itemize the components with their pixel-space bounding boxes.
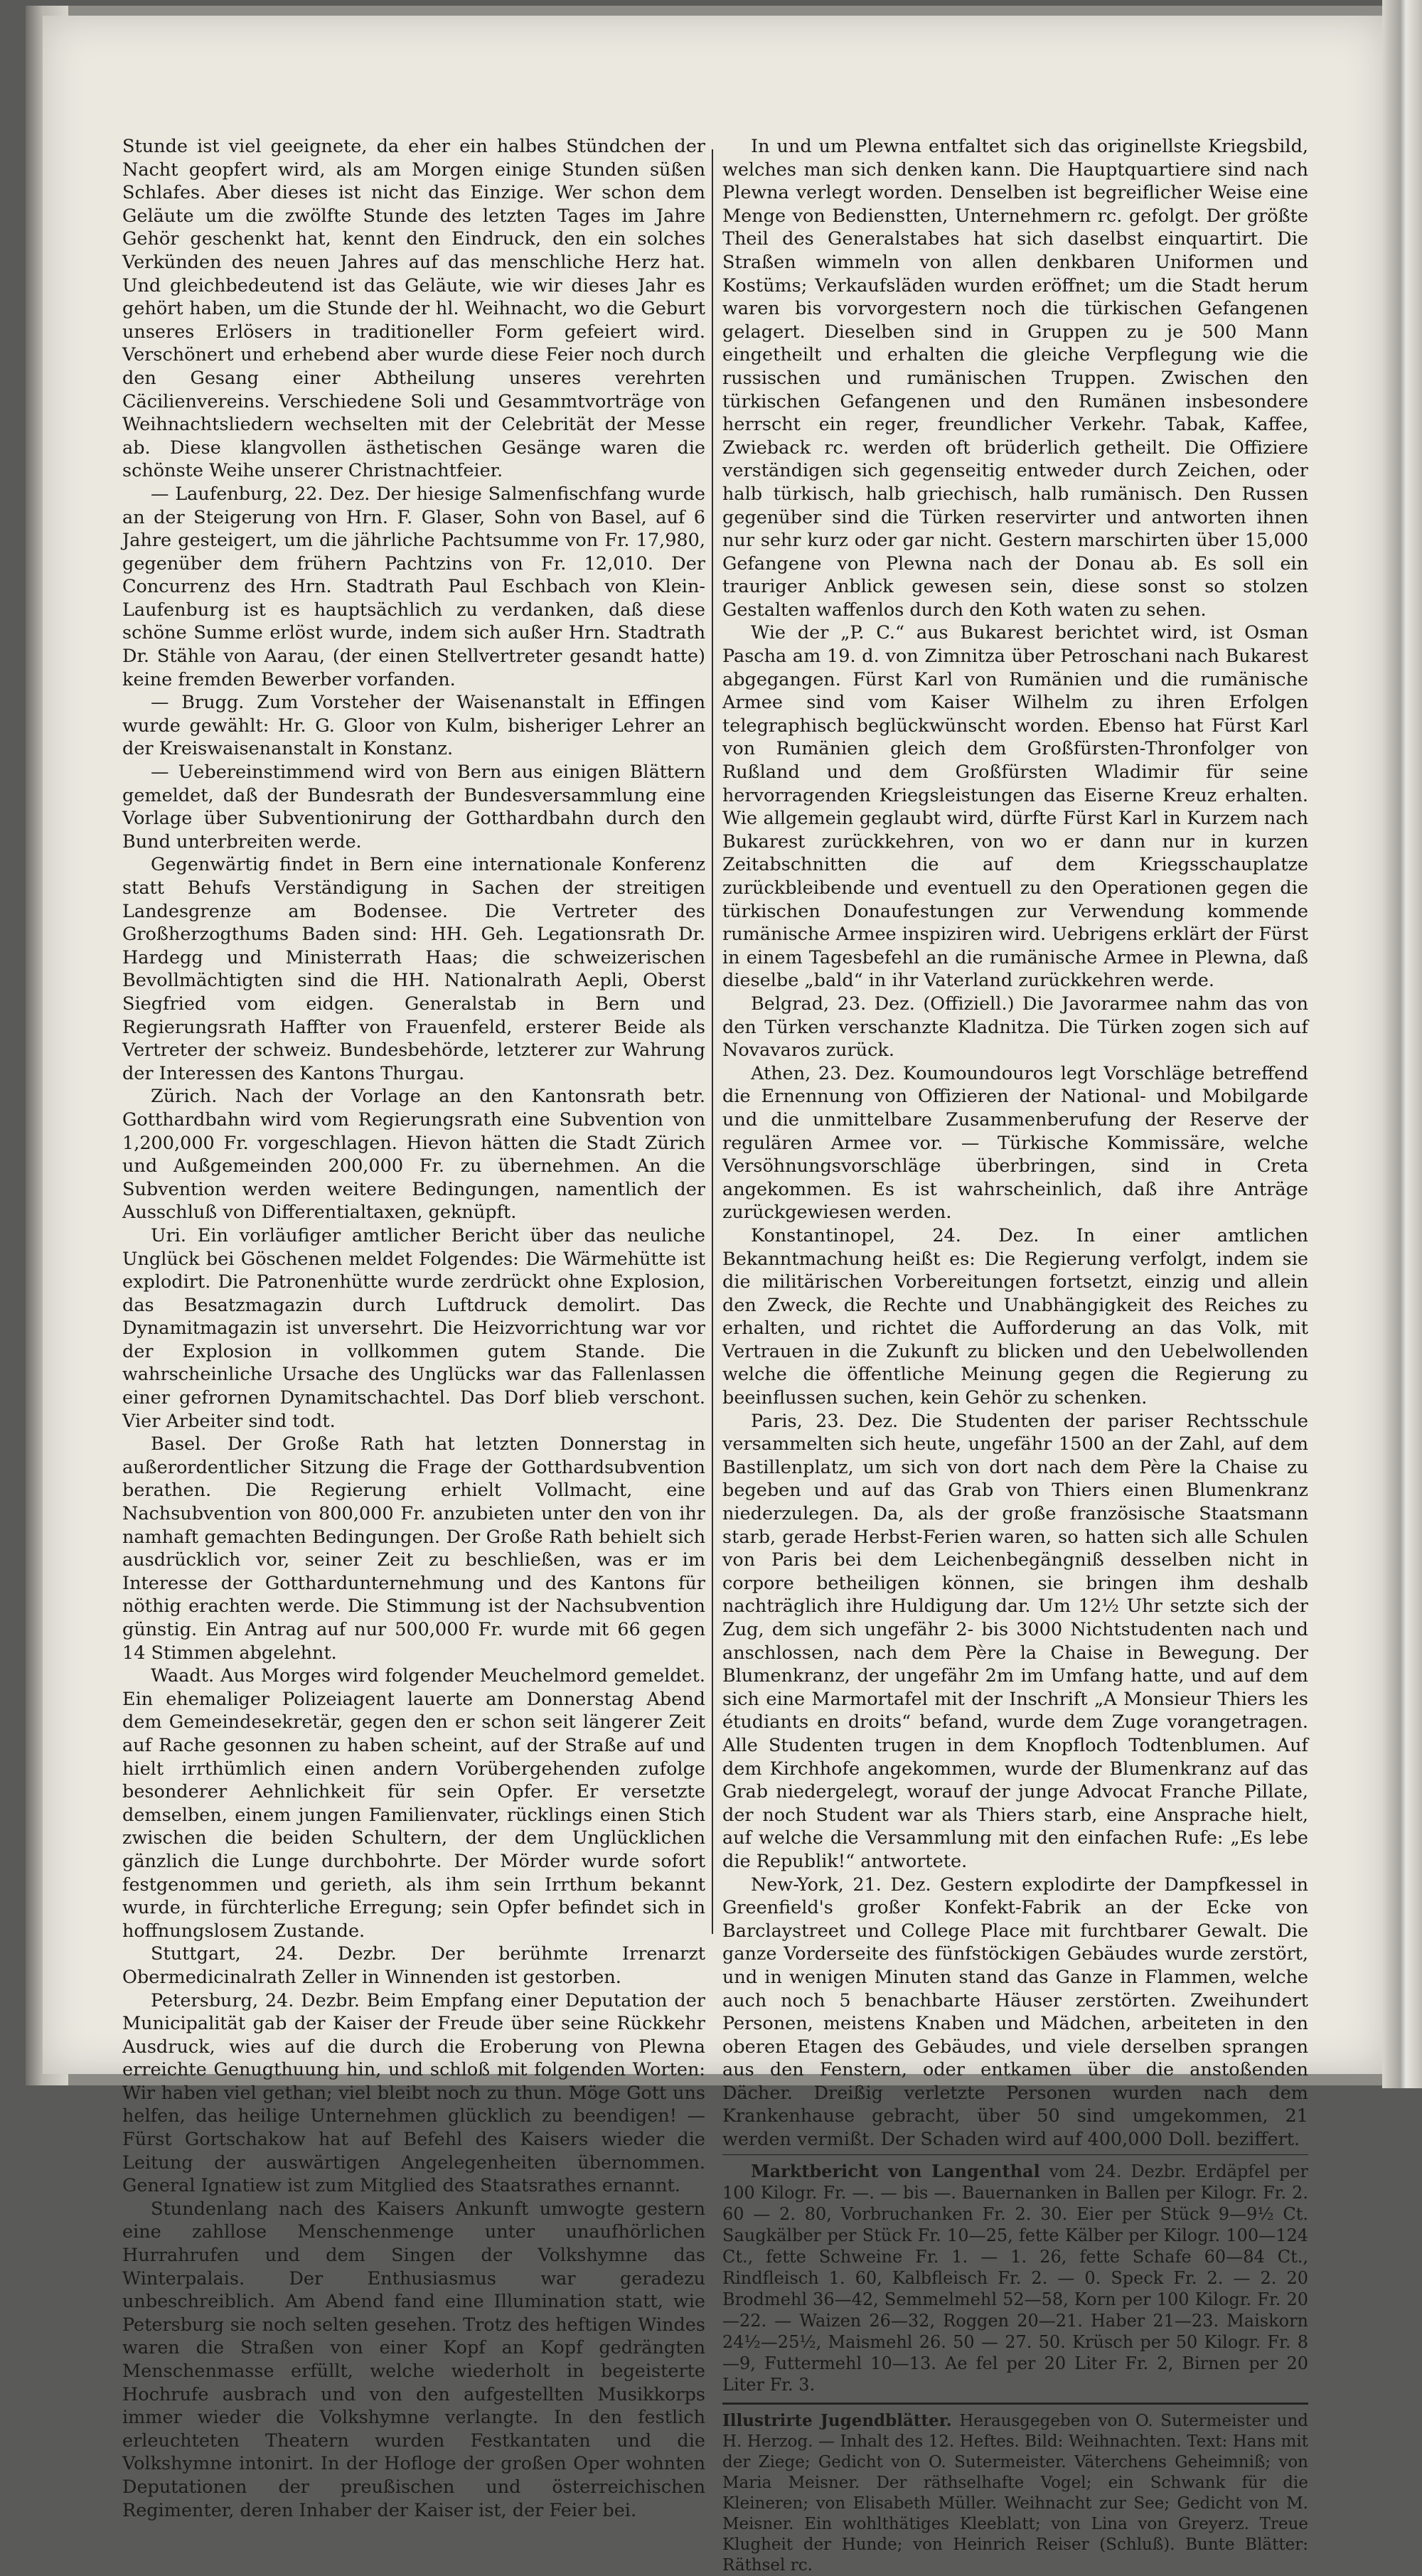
article-paragraph: Konstantinopel, 24. Dez. In einer amtlichen Bekanntmachung heißt es: Die Regierung verfolgt, indem sie die militärischen Vorbereitungen fortsetzt, einzig und allein den Zweck, die Rechte und Unabhängigkeit des Reiches zu erhalten, und richtet die Aufforderung an das Volk, mit Vertrauen in die Zukunft zu blicken und den Uebelwollenden welche die öffentliche Meinung gegen die Regierung zu beeinflussen suchen, kein Gehör zu schenken. bbox=[722, 1224, 1308, 1409]
advertisement-body: Herausgegeben von O. Sutermeister und H. Herzog. — Inhalt des 12. Heftes. Bild: Weihnachten. Text: Hans mit der Ziege; Gedicht von O. Sutermeister. Väterchens Geheimniß; von Maria Meisner. Der räthselhafte Vogel; ein Schwank für die Kleineren; von Elisabeth Müller. Weihnacht zur See; Gedicht von M. Meisner. Ein wohlthätiges Kleeblatt; von Lina von Greyerz. Treue Klugheit der Hunde; von Heinrich Reiser (Schluß). Bunte Blätter: Räthsel rc. bbox=[722, 2411, 1308, 2575]
section-rule bbox=[722, 2403, 1308, 2405]
left-column bbox=[122, 135, 705, 2521]
article-paragraph: Wie der „P. C.“ aus Bukarest berichtet wird, ist Osman Pascha am 19. d. von Zimnitza über Petroschani nach Bukarest abgegangen. Fürst Karl von Rumänien und die rumänische Armee sind vom Kaiser Wilhelm zu ihren Erfolgen telegraphisch beglückwünscht worden. Ebenso hat Fürst Karl von Rumänien gleich dem Großfürsten-Thronfolger von Rußland und dem Großfürsten Wladimir für seine hervorragenden Kriegsleistungen das Eiserne Kreuz erhalten. Wie allgemein geglaubt wird, dürfte Fürst Karl in Kurzem nach Bukarest zurückkehren, von wo er dann nur in kurzen Zeitabschnitten die auf dem Kriegsschauplatze zurückbleibende und eventuell zu den Operationen gegen die türkischen Donaufestungen zur Verwendung kommende rumänische Armee inspiziren wird. Uebrigens erklärt der Fürst in einem Tagesbefehl an die rumänische Armee in Plewna, daß dieselbe „bald“ in ihr Vaterland zurückkehren werde. bbox=[722, 622, 1308, 992]
article-paragraph: Uri. Ein vorläufiger amtlicher Bericht über das neuliche Unglück bei Göschenen meldet Folgendes: Die Wärmehütte ist explodirt. Die Patronenhütte wurde zerdrückt ohne Explosion, das Besatzmagazin durch Luftdruck demolirt. Das Dynamitmagazin ist unversehrt. Die Heizvorrichtung war vor der Explosion in vollkommen gutem Stande. Die wahrscheinliche Ursache des Unglücks war das Fallenlassen einer gefrornen Dynamitschachtel. Das Dorf blieb verschont. Vier Arbeiter sind todt. bbox=[122, 1224, 705, 1432]
right-column bbox=[722, 135, 1308, 2575]
article-paragraph: — Uebereinstimmend wird von Bern aus einigen Blättern gemeldet, daß der Bundesrath der Bundesversammlung eine Vorlage über Subventionirung der Gotthardbahn durch den Bund unterbreiten werde. bbox=[122, 761, 705, 853]
article-paragraph: Stundenlang nach des Kaisers Ankunft umwogte gestern eine zahllose Menschenmenge unter unaufhörlichen Hurrahrufen und dem Singen der Volkshymne das Winterpalais. Der Enthusiasmus war geradezu unbeschreiblich. Am Abend fand eine Illumination statt, wie Petersburg sie noch selten gesehen. Trotz des heftigen Windes waren die Straßen von einer Kopf an Kopf gedrängten Menschenmasse erfüllt, welche wiederholt in begeisterte Hochrufe ausbrach und von den aufgestellten Musikkorps immer wieder die Volkshymne verlangte. In den festlich erleuchteten Theatern wurden Festkantaten und die Volkshymne intonirt. In der Hofloge der großen Oper wohnten Deputationen der preußischen und österreichischen Regimenter, deren Inhaber der Kaiser ist, der Feier bei. bbox=[122, 2198, 705, 2521]
section-rule bbox=[722, 2154, 1308, 2155]
article-paragraph: — Laufenburg, 22. Dez. Der hiesige Salmenfischfang wurde an der Steigerung von Hrn. F. Glaser, Sohn von Basel, auf 6 Jahre gesteigert, um die jährliche Pachtsumme von Fr. 17,980, gegenüber dem frühern Pachtzins von Fr. 12,010. Der Concurrenz des Hrn. Stadtrath Paul Eschbach von Klein-Laufenburg ist es hauptsächlich zu verdanken, daß diese schöne Summe erlöst wurde, indem sich außer Hrn. Stadtrath Dr. Stähle von Aarau, (der einen Stellvertreter gesandt hatte) keine fremden Bewerber vorfanden. bbox=[122, 483, 705, 690]
article-paragraph: Paris, 23. Dez. Die Studenten der pariser Rechtsschule versammelten sich heute, ungefähr 1500 an der Zahl, auf dem Bastillenplatz, um sich von dort nach dem Père la Chaise zu begeben und auf das Grab von Thiers einen Blumenkranz niederzulegen. Da, als der große französische Staatsmann starb, gerade Herbst-Ferien waren, so hatten sich alle Schulen von Paris bei dem Leichenbegängniß desselben nicht in corpore betheiligen können, sie bringen ihm deshalb nachträglich ihre Huldigung dar. Um 12½ Uhr setzte sich der Zug, dem sich ungefähr 2- bis 3000 Nichtstudenten nach und anschlossen, nach dem Père la Chaise in Bewegung. Der Blumenkranz, der ungefähr 2m im Umfang hatte, und auf dem sich eine Marmortafel mit der Inschrift „A Monsieur Thiers les étudiants en droits“ befand, wurde dem Zuge vorangetragen. Alle Studenten trugen in dem Knopfloch Todtenblumen. Auf dem Kirchhofe angekommen, wurde der Blumenkranz auf das Grab niedergelegt, worauf der junge Advocat Franche Pillate, der noch Student war als Thiers starb, eine Ansprache hielt, auf welche die Versammlung mit den einfachen Rufe: „Es lebe die Republik!“ antwortete. bbox=[722, 1410, 1308, 1872]
page-edge bbox=[1382, 0, 1422, 2088]
market-report-title: Marktbericht von Langenthal bbox=[751, 2160, 1040, 2181]
advertisement-title: Illustrirte Jugendblätter. bbox=[722, 2410, 952, 2430]
article-paragraph: Gegenwärtig findet in Bern eine internationale Konferenz statt Behufs Verständigung in Sachen der streitigen Landesgrenze am Bodensee. Die Vertreter des Großherzogthums Baden sind: HH. Geh. Legationsrath Dr. Hardegg und Ministerrath Haas; die schweizerischen Bevollmächtigten sind die HH. Nationalrath Aepli, Oberst Siegfried vom eidgen. Generalstab in Bern und Regierungsrath Haffter von Frauenfeld, ersterer Beide als Vertreter der schweiz. Bundesbehörde, letzterer zur Wahrung der Interessen des Kantons Thurgau. bbox=[122, 854, 705, 1084]
article-paragraph: Basel. Der Große Rath hat letzten Donnerstag in außerordentlicher Sitzung die Frage der Gotthardsubvention berathen. Die Regierung erhielt Vollmacht, eine Nachsubvention von 800,000 Fr. anzubieten unter den von ihr namhaft gemachten Bedingungen. Der Große Rath behielt sich ausdrücklich vor, seiner Zeit zu beschließen, was er im Interesse der Gotthardunternehmung und des Kantons für nöthig erachten werde. Die Stimmung ist der Nachsubvention günstig. Ein Antrag auf nur 500,000 Fr. wurde mit 66 gegen 14 Stimmen abgelehnt. bbox=[122, 1433, 705, 1664]
advertisement bbox=[722, 2410, 1308, 2576]
article-paragraph: New-York, 21. Dez. Gestern explodirte der Dampfkessel in Greenfield's großer Konfekt-Fabrik an der Ecke von Barclaystreet und College Place mit furchtbarer Gewalt. Die ganze Vorderseite des fünfstöckigen Gebäudes wurde zerstört, und in wenigen Minuten stand das Ganze in Flammen, welche auch noch 5 benachbarte Häuser zerstörten. Zweihundert Personen, meistens Knaben und Mädchen, arbeiteten in den oberen Etagen des Gebäudes, und viele derselben sprangen aus den Fenstern, oder entkamen über die anstoßenden Dächer. Dreißig verletzte Personen wurden nach dem Krankenhause gebracht, über 50 sind umgekommen, 21 werden vermißt. Der Schaden wird auf 400,000 Doll. beziffert. bbox=[722, 1874, 1308, 2151]
article-paragraph: In und um Plewna entfaltet sich das originellste Kriegsbild, welches man sich denken kann. Die Hauptquartiere sind nach Plewna verlegt worden. Denselben ist begreiflicher Weise eine Menge von Bedienstten, Unternehmern rc. gefolgt. Der größte Theil des Generalstabes hat sich daselbst einquartirt. Die Straßen wimmeln von allen denkbaren Uniformen und Kostüms; Verkaufsläden wurden eröffnet; um die Stadt herum waren bis vorvorgestern noch die türkischen Gefangenen gelagert. Dieselben sind in Gruppen zu je 500 Mann eingetheilt und erhalten die gleiche Verpflegung wie die russischen und rumänischen Truppen. Zwischen den türkischen Gefangenen und den Rumänen insbesondere herrscht ein reger, freundlicher Verkehr. Tabak, Kaffee, Zwieback rc. werden oft brüderlich getheilt. Die Offiziere verständigen sich gegenseitig entweder durch Zeichen, oder halb türkisch, halb griechisch, halb rumänisch. Den Russen gegenüber sind die Türken reservirter und antworten ihnen nur sehr kurz oder gar nicht. Gestern marschirten über 15,000 Gefangene von Plewna nach der Donau ab. Es soll ein trauriger Anblick gewesen sein, diese sonst so stolzen Gestalten waffenlos durch den Koth waten zu sehen. bbox=[722, 136, 1308, 621]
article-paragraph: Belgrad, 23. Dez. (Offiziell.) Die Javorarmee nahm das von den Türken verschanzte Kladnitza. Die Türken zogen sich auf Novavaros zurück. bbox=[722, 993, 1308, 1062]
article-paragraph: Waadt. Aus Morges wird folgender Meuchelmord gemeldet. Ein ehemaliger Polizeiagent lauerte am Donnerstag Abend dem Gemeindesekretär, gegen den er schon seit längerer Zeit auf Rache gesonnen zu haben scheint, auf der Straße auf und hielt irrthümlich einen andern Vorübergehenden zufolge besonderer Aehnlichkeit für sein Opfer. Er versetzte demselben, einem jungen Familienvater, rücklings einen Stich zwischen die beiden Schultern, der dem Unglücklichen gänzlich die Lunge durchbohrte. Der Mörder wurde sofort festgenommen und gerieth, als ihm sein Irrthum bekannt wurde, in fürchterliche Erregung; sein Opfer befindet sich in hoffnungslosem Zustande. bbox=[122, 1665, 705, 1942]
market-report-body: vom 24. Dezbr. Erdäpfel per 100 Kilogr. Fr. —. — bis —. Bauernanken in Ballen per Kilogr. Fr. 2. 60 — 2. 80, Vorbruchanken Fr. 2. 30. Eier per Stück 9—9½ Ct. Saugkälber per Stück Fr. 10—25, fette Kälber per Kilogr. 100—124 Ct., fette Schweine Fr. 1. — 1. 26, fette Schafe 60—84 Ct., Rindfleisch 1. 60, Kalbfleisch Fr. 2. — 0. Speck Fr. 2. — 2. 20 Brodmehl 36—42, Semmelmehl 52—58, Korn per 100 Kilogr. Fr. 20—22. — Waizen 26—32, Roggen 20—21. Haber 21—23. Maiskorn 24½—25½, Maismehl 26. 50 — 27. 50. Krüsch per 50 Kilogr. Fr. 8—9, Futtermehl 10—13. Ae fel per 20 Liter Fr. 2, Birnen per 20 Liter Fr. 3. bbox=[722, 2161, 1308, 2395]
article-paragraph: Athen, 23. Dez. Koumoundouros legt Vorschläge betreffend die Ernennung von Offizieren der National- und Mobilgarde und die unmittelbare Zusammenberufung der Reserve der regulären Armee vor. — Türkische Kommissäre, welche Versöhnungsvorschläge überbringen, sind in Creta angekommen. Es ist wahrscheinlich, daß ihre Anträge zurückgewiesen werden. bbox=[722, 1062, 1308, 1224]
article-paragraph: Petersburg, 24. Dezbr. Beim Empfang einer Deputation der Municipalität gab der Kaiser der Freude über seine Rückkehr Ausdruck, wies auf die durch die Eroberung von Plewna erreichte Genugthuung hin, und schloß mit folgenden Worten: Wir haben viel gethan; viel bleibt noch zu thun. Möge Gott uns helfen, das heilige Unternehmen glücklich zu beendigen! — Fürst Gortschakow hat auf Befehl des Kaisers wieder die Leitung der auswärtigen Angelegenheiten übernommen. General Ignatiew ist zum Mitglied des Staatsrathes ernannt. bbox=[122, 1989, 705, 2197]
market-report bbox=[722, 2161, 1308, 2395]
article-paragraph: — Brugg. Zum Vorsteher der Waisenanstalt in Effingen wurde gewählt: Hr. G. Gloor von Kulm, bisheriger Lehrer an der Kreiswaisenanstalt in Konstanz. bbox=[122, 692, 705, 760]
article-paragraph: Stunde ist viel geeignete, da eher ein halbes Stündchen der Nacht geopfert wird, als am Morgen einige Stunden süßen Schlafes. Aber dieses ist nicht das Einzige. Wer schon dem Geläute um die zwölfte Stunde des letzten Tages im Jahre Gehör geschenkt hat, kennt den Eindruck, den ein solches Verkünden des neuen Jahres auf das menschliche Herz hat. Und gleichbedeutend ist das Geläute, wie wir dieses Jahr es gehört haben, um die Stunde der hl. Weihnacht, wo die Geburt unseres Erlösers in traditioneller Form gefeiert wird. Verschönert und erhebend aber wurde diese Feier noch durch den Gesang einer Abtheilung unseres verehrten Cäcilienvereins. Verschiedene Soli und Gesammtvorträge von Weihnachtsliedern wechselten mit der Celebrität der Messe ab. Diese klangvollen ästhetischen Gesänge waren die schönste Weihe unserer Christnachtfeier. bbox=[122, 136, 705, 482]
column-divider bbox=[712, 149, 713, 1934]
article-paragraph: Zürich. Nach der Vorlage an den Kantonsrath betr. Gotthardbahn wird vom Regierungsrath eine Subvention von 1,200,000 Fr. vorgeschlagen. Hievon hätten die Stadt Zürich und Außgemeinden 200,000 Fr. zu übernehmen. An die Subvention werden weitere Bedingungen, namentlich der Ausschluß von Differentialtaxen, geknüpft. bbox=[122, 1086, 705, 1224]
article-paragraph: Stuttgart, 24. Dezbr. Der berühmte Irrenarzt Obermedicinalrath Zeller in Winnenden ist gestorben. bbox=[122, 1943, 705, 1988]
